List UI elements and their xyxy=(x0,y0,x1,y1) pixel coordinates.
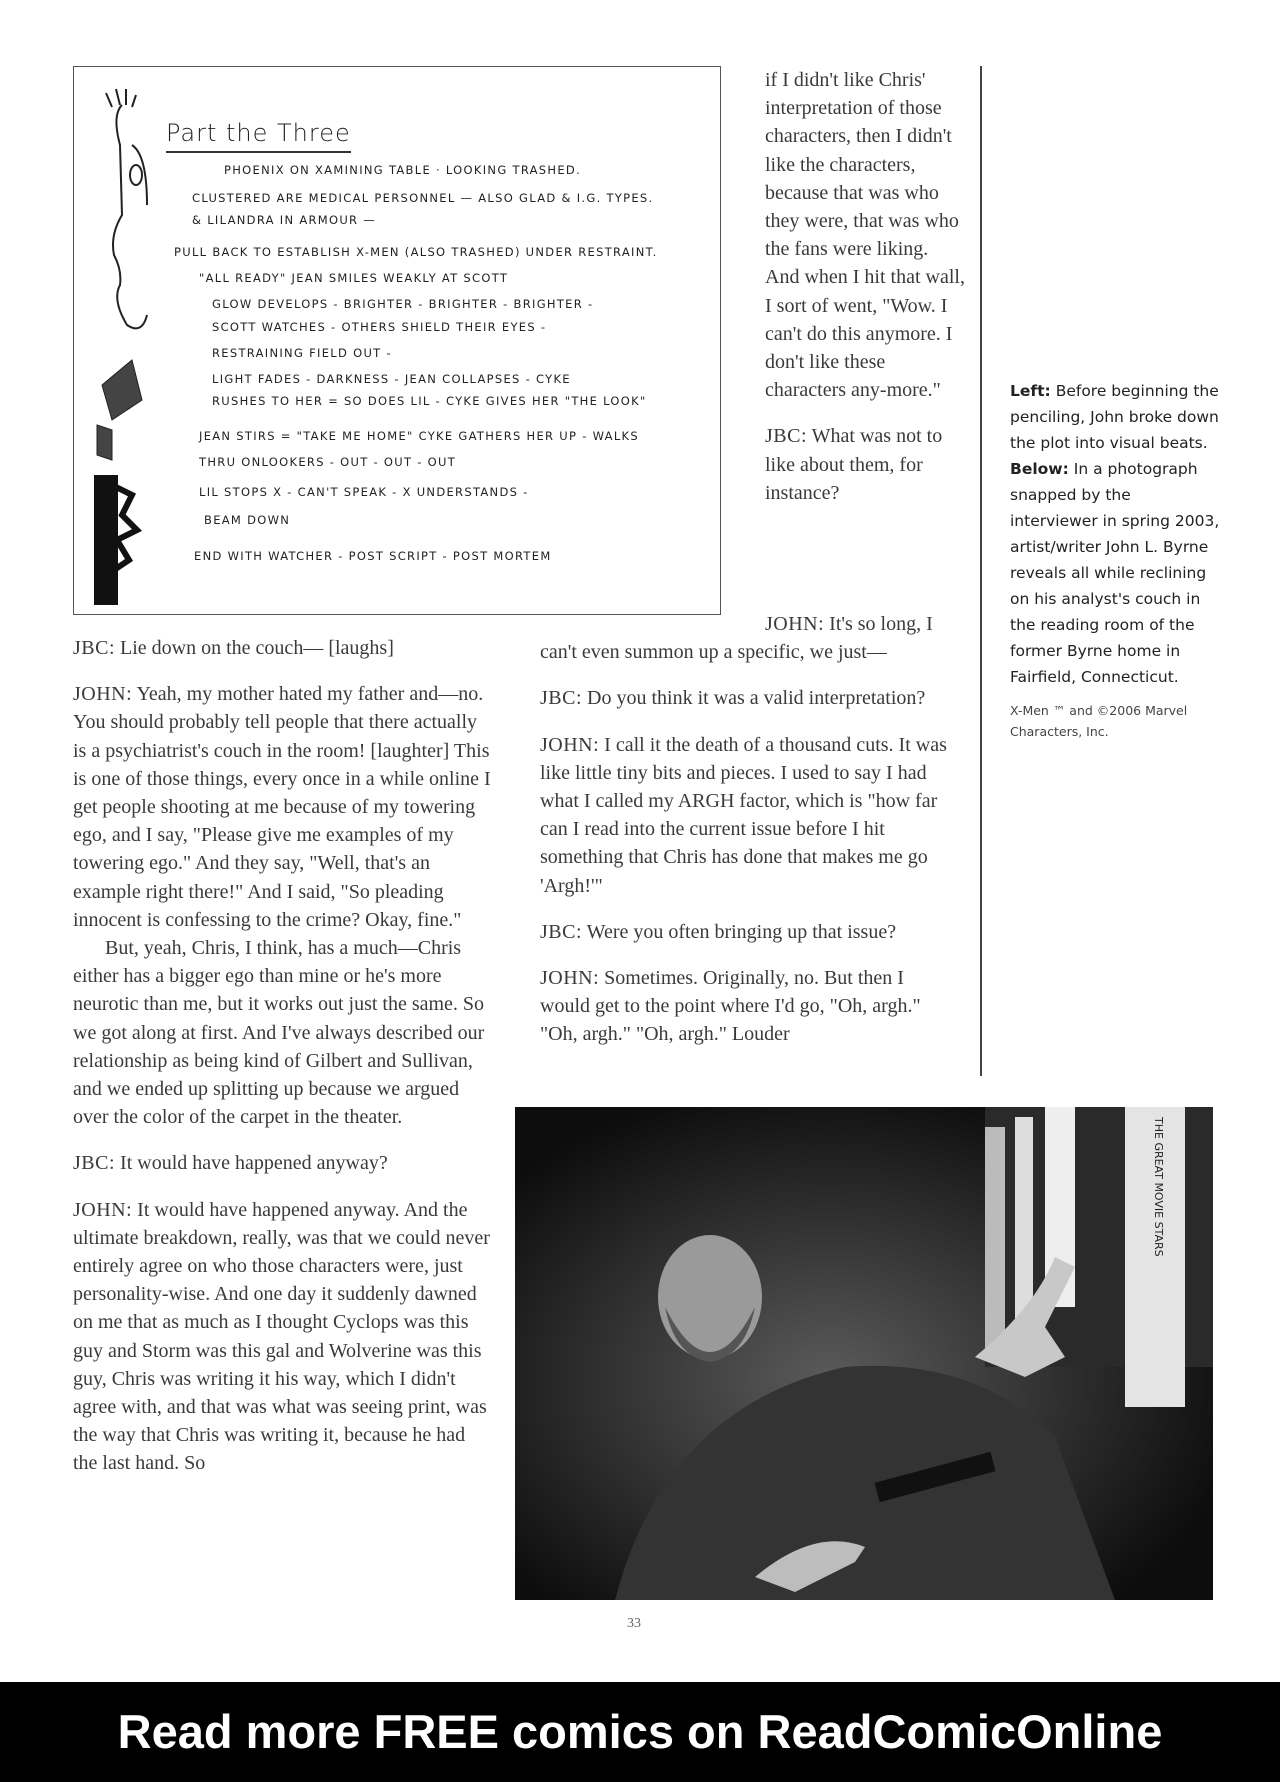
sketch-line: THRU ONLOOKERS - OUT - OUT - OUT xyxy=(199,455,457,469)
sketch-line: RUSHES TO HER = SO DOES LIL - CYKE GIVES HER "THE LOOK" xyxy=(212,394,647,408)
sketch-line: CLUSTERED ARE MEDICAL PERSONNEL — ALSO GLAD & I.G. TYPES. xyxy=(192,191,654,205)
paragraph: It would have happened anyway? xyxy=(120,1152,388,1175)
caption-text: In a photograph snapped by the interviewer in spring 2003, artist/writer John L. Byrne reveals all while reclining on his analyst's couch in the reading room of the former Byrne home in Fairfield, Connecticut. xyxy=(1010,460,1220,686)
caption-label: Left: xyxy=(1010,382,1051,400)
speaker-label: JOHN: xyxy=(540,733,600,756)
paragraph: But, yeah, Chris, I think, has a much—Chris either has a bigger ego than mine or he's more neurotic than me, but it works out just the same. So we got along at first. And I've always described our relationship as being kind of Gilbert and Sullivan, and we ended up splitting up because we argued over the color of the carpet in the theater. xyxy=(73,937,485,1129)
speaker-label: JOHN: xyxy=(765,613,825,635)
speaker-label: JOHN: xyxy=(73,1198,133,1221)
sketch-line: PULL BACK TO ESTABLISH X-MEN (ALSO TRASHED) UNDER RESTRAINT. xyxy=(174,245,658,259)
sketch-line: GLOW DEVELOPS - BRIGHTER - BRIGHTER - BRIGHTER - xyxy=(212,297,594,311)
sketch-line: LIGHT FADES - DARKNESS - JEAN COLLAPSES - CYKE xyxy=(212,372,571,386)
paragraph: I call it the death of a thousand cuts. It was like little tiny bits and pieces. I used to say I had what I called my ARGH factor, which is "how far can I read into the current issue before I hit something that Chris has done that makes me go 'Argh!'" xyxy=(540,733,947,897)
paragraph: Lie down on the couch— [laughs] xyxy=(120,637,394,659)
paragraph: Sometimes. Originally, no. But then I would get to the point where I'd go, "Oh, argh." "Oh, argh." "Oh, argh." Louder xyxy=(540,967,921,1046)
speaker-label: JOHN: xyxy=(73,683,133,706)
photograph xyxy=(515,1107,1213,1600)
copyright: X-Men ™ and ©2006 Marvel Characters, Inc. xyxy=(1010,703,1188,739)
paragraph: if I didn't like Chris' interpretation of those characters, then I didn't like the characters, because that was who they were, that was who the fans were liking. And when I hit that wall, I sort of went, "Wow. I can't do this anymore. I don't like these characters any-more." xyxy=(765,69,965,402)
caption-text: Before beginning the penciling, John broke down the plot into visual beats. xyxy=(1010,382,1219,452)
speaker-label: JOHN: xyxy=(540,967,600,990)
right-column xyxy=(765,66,965,525)
sketch-title: Part the Three xyxy=(166,119,351,153)
promo-banner[interactable]: Read more FREE comics on ReadComicOnline xyxy=(0,1682,1280,1782)
sketch-line: & LILANDRA IN ARMOUR — xyxy=(192,213,377,227)
sketch-line: BEAM DOWN xyxy=(204,513,291,527)
sketch-line: "ALL READY" JEAN SMILES WEAKLY AT SCOTT xyxy=(199,271,509,285)
page-number: 33 xyxy=(627,1616,641,1631)
paragraph: Were you often bringing up that issue? xyxy=(586,920,897,943)
speaker-label: JBC: xyxy=(73,1152,116,1175)
paragraph: Do you think it was a valid interpretation? xyxy=(587,687,926,710)
column-divider xyxy=(980,66,982,1076)
photo-illustration xyxy=(515,1107,1213,1600)
caption-label: Below: xyxy=(1010,460,1069,478)
speaker-label: JBC: xyxy=(73,637,116,659)
book-spine-text: THE GREAT MOVIE STARS xyxy=(1152,1117,1165,1257)
caption xyxy=(1010,378,1220,742)
paragraph: It would have happened anyway. And the ultimate breakdown, really, was that we could never entirely agree on who those characters were, just personality-wise. And one day it suddenly dawned on me that as much as I thought Cyclops was this guy and Storm was this gal and Wolverine was this guy, Chris was writing it his way, which I didn't agree with, and that was what was seeing print, was the way that Chris was writing it, because he had the last hand. So xyxy=(73,1198,490,1475)
sketch-line: PHOENIX ON XAMINING TABLE · LOOKING TRASHED. xyxy=(224,163,582,177)
plot-sketch xyxy=(73,66,721,615)
middle-column xyxy=(540,610,958,1067)
paragraph: Yeah, my mother hated my father and—no. You should probably tell people that there actually is a psychiatrist's couch in the room! [laughter] This is one of those things, every once in a while online I get people shooting at me because of my towering ego, and I say, "Please give me examples of my towering ego." And they say, "Well, that's an example right there!" And I said, "So pleading innocent is confessing to the crime? Okay, fine." xyxy=(73,683,491,931)
sketch-line: RESTRAINING FIELD OUT - xyxy=(212,346,392,360)
paragraph: What was not to like about them, for instance? xyxy=(765,425,943,504)
speaker-label: JBC: xyxy=(540,920,583,943)
sketch-line: SCOTT WATCHES - OTHERS SHIELD THEIR EYES - xyxy=(212,320,547,334)
sketch-line: LIL STOPS X - CAN'T SPEAK - X UNDERSTANDS - xyxy=(199,485,529,499)
speaker-label: JBC: xyxy=(765,425,808,448)
sketch-line: JEAN STIRS = "TAKE ME HOME" CYKE GATHERS HER UP - WALKS xyxy=(199,429,639,443)
paragraph: It's so long, I can't even summon up a specific, we just— xyxy=(540,613,933,664)
left-column xyxy=(73,634,491,1496)
speaker-label: JBC: xyxy=(540,687,583,710)
sketch-doodle-icon xyxy=(92,85,162,605)
sketch-line: END WITH WATCHER - POST SCRIPT - POST MORTEM xyxy=(194,549,552,563)
